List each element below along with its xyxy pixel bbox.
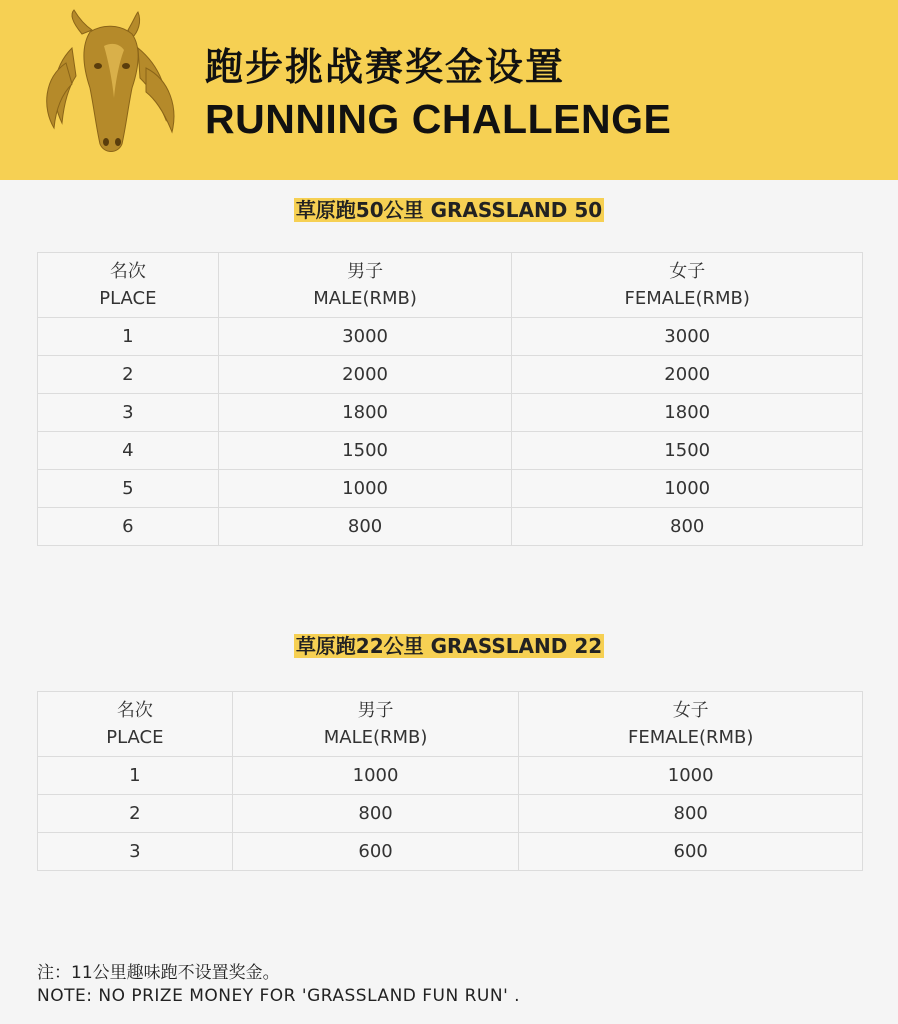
male-cell: 1000 <box>232 757 519 795</box>
place-cell: 4 <box>38 432 219 470</box>
header-male <box>218 253 512 318</box>
place-cell: 3 <box>38 833 233 871</box>
table-row <box>38 394 863 432</box>
table-row <box>38 833 863 871</box>
table-row <box>38 356 863 394</box>
header-banner <box>0 0 898 180</box>
header-place-en: PLACE <box>99 288 157 309</box>
place-cell: 6 <box>38 508 219 546</box>
header-female-en: FEMALE(RMB) <box>627 727 754 748</box>
header-place-cn: 名次 <box>109 261 146 282</box>
female-cell: 800 <box>519 795 863 833</box>
male-cell: 600 <box>232 833 519 871</box>
header-male-en: MALE(RMB) <box>313 288 417 309</box>
female-cell: 600 <box>519 833 863 871</box>
header-female <box>512 253 863 318</box>
table-row <box>38 470 863 508</box>
place-cell: 2 <box>38 356 219 394</box>
header-male-cn: 男子 <box>357 700 394 721</box>
male-cell: 800 <box>218 508 512 546</box>
table-header-row <box>38 692 863 757</box>
section-title-label: 草原跑22公里 GRASSLAND 22 <box>295 634 603 658</box>
male-cell: 3000 <box>218 318 512 356</box>
male-cell: 1800 <box>218 394 512 432</box>
header-place <box>38 692 233 757</box>
table-row <box>38 318 863 356</box>
horse-head-icon <box>42 8 182 158</box>
male-cell: 2000 <box>218 356 512 394</box>
table-row <box>38 795 863 833</box>
page-title-en: RUNNING CHALLENGE <box>205 96 672 142</box>
header-place <box>38 253 219 318</box>
place-cell: 1 <box>38 318 219 356</box>
header-female-en: FEMALE(RMB) <box>624 288 750 309</box>
female-cell: 800 <box>512 508 863 546</box>
header-male-en: MALE(RMB) <box>323 727 428 748</box>
header-male-cn: 男子 <box>347 261 384 282</box>
header-female-cn: 女子 <box>672 700 709 721</box>
header-place-cn: 名次 <box>116 700 153 721</box>
section-title-label: 草原跑50公里 GRASSLAND 50 <box>295 198 603 222</box>
table-row <box>38 432 863 470</box>
female-cell: 1800 <box>512 394 863 432</box>
header-female <box>519 692 863 757</box>
prize-table-grassland-22 <box>37 691 863 871</box>
place-cell: 5 <box>38 470 219 508</box>
table-row <box>38 508 863 546</box>
header-male <box>232 692 519 757</box>
male-cell: 1000 <box>218 470 512 508</box>
header-female-cn: 女子 <box>669 261 706 282</box>
note-cn: 注：11公里趣味跑不设置奖金。 <box>37 963 280 983</box>
female-cell: 1000 <box>512 470 863 508</box>
place-cell: 1 <box>38 757 233 795</box>
female-cell: 2000 <box>512 356 863 394</box>
female-cell: 3000 <box>512 318 863 356</box>
section-title-grassland-22 <box>0 632 898 660</box>
section-title-grassland-50 <box>0 196 898 224</box>
place-cell: 2 <box>38 795 233 833</box>
note-en: NOTE: NO PRIZE MONEY FOR 'GRASSLAND FUN RUN' . <box>37 986 521 1006</box>
place-cell: 3 <box>38 394 219 432</box>
table-row <box>38 757 863 795</box>
male-cell: 800 <box>232 795 519 833</box>
male-cell: 1500 <box>218 432 512 470</box>
page-title-cn: 跑步挑战赛奖金设置 <box>205 45 566 89</box>
header-place-en: PLACE <box>106 727 164 748</box>
female-cell: 1000 <box>519 757 863 795</box>
female-cell: 1500 <box>512 432 863 470</box>
prize-table-grassland-50 <box>37 252 863 546</box>
table-header-row <box>38 253 863 318</box>
